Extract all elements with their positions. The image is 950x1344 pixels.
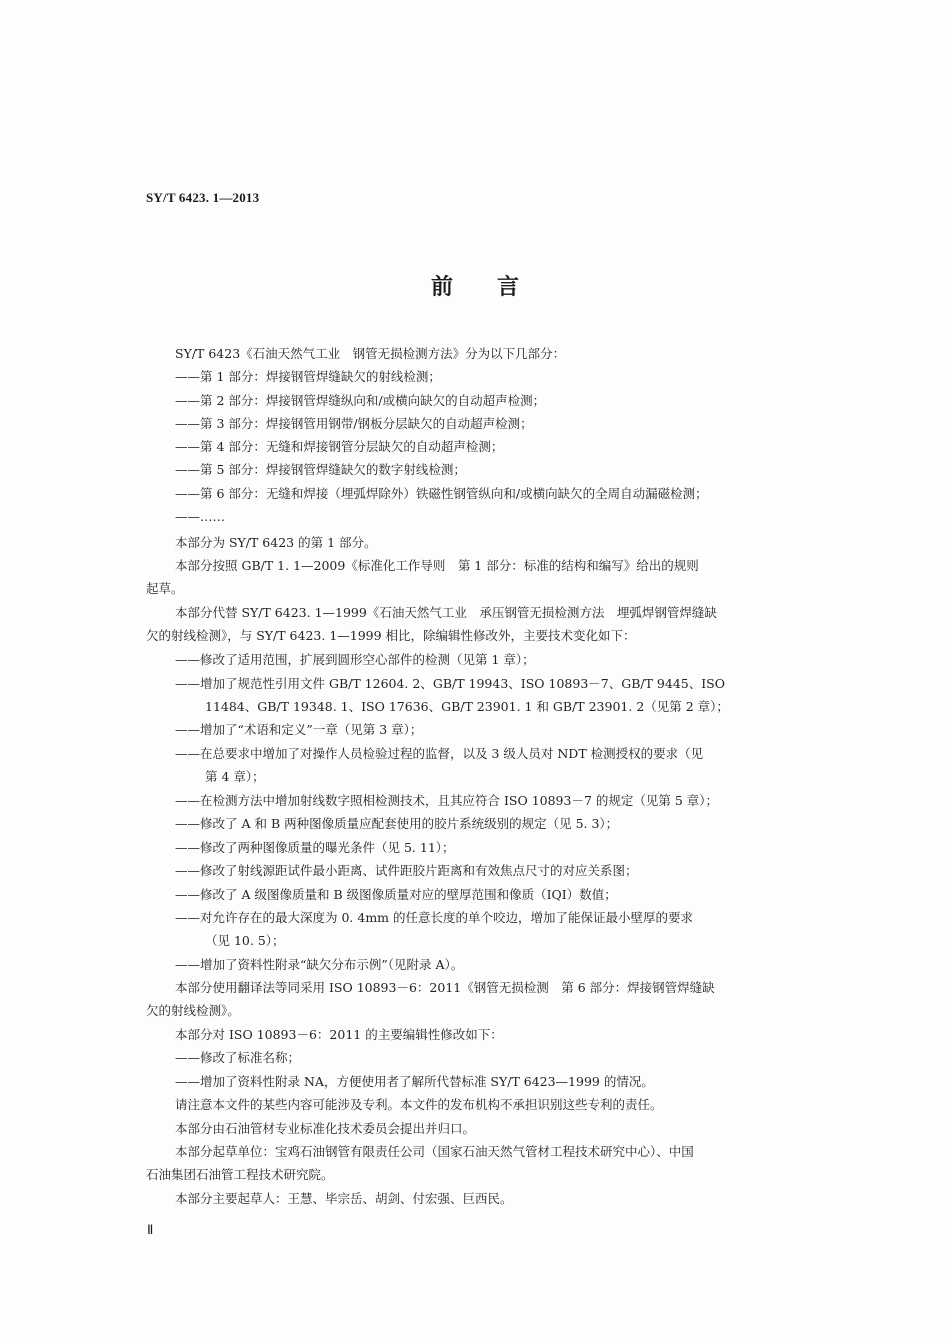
text-line: ——增加了规范性引用文件 GB/T 12604. 2、GB/T 19943、ISO 10893－7、GB/T 9445、ISO: [175, 676, 725, 691]
text-line: ——修改了标准名称；: [175, 1050, 301, 1065]
text-line: 本部分主要起草人：王慧、毕宗岳、胡剑、付宏强、巨西民。: [175, 1191, 513, 1206]
text-line: ——增加了“术语和定义”一章（见第 3 章）；: [175, 722, 423, 737]
text-line: 本部分按照 GB/T 1. 1—2009《标准化工作导则 第 1 部分：标准的结构和编写》给出的规则: [175, 558, 699, 573]
text-line: ——第 3 部分：焊接钢管用钢带/钢板分层缺欠的自动超声检测；: [175, 416, 533, 431]
text-line: 本部分由石油管材专业标准化技术委员会提出并归口。: [175, 1121, 476, 1136]
text-line: ——……: [175, 509, 225, 524]
text-line: 请注意本文件的某些内容可能涉及专利。本文件的发布机构不承担识别这些专利的责任。: [175, 1097, 663, 1112]
text-line: 本部分使用翻译法等同采用 ISO 10893－6：2011《钢管无损检测 第 6 部分：焊接钢管焊缝缺: [175, 980, 715, 995]
text-line: ——第 5 部分：焊接钢管焊缝缺欠的数字射线检测；: [175, 462, 466, 477]
text-line: 第 4 章）；: [205, 769, 265, 784]
text-line: ——修改了 A 和 B 两种图像质量应配套使用的胶片系统级别的规定（见 5. 3）；: [175, 816, 619, 831]
text-line: ——修改了射线源距试件最小距离、试件距胶片距离和有效焦点尺寸的对应关系图；: [175, 863, 638, 878]
text-line: 本部分为 SY/T 6423 的第 1 部分。: [175, 535, 377, 550]
text-line: ——第 2 部分：焊接钢管焊缝纵向和/或横向缺欠的自动超声检测；: [175, 393, 546, 408]
text-line: （见 10. 5）；: [205, 933, 285, 948]
standard-code: SY/T 6423. 1—2013: [146, 190, 260, 205]
text-line: ——增加了资料性附录 NA，方便使用者了解所代替标准 SY/T 6423—1999 的情况。: [175, 1074, 654, 1089]
text-line: ——增加了资料性附录“缺欠分布示例”（见附录 A）。: [175, 957, 464, 972]
text-line: ——修改了适用范围，扩展到圆形空心部件的检测（见第 1 章）；: [175, 652, 535, 667]
text-line: ——第 4 部分：无缝和焊接钢管分层缺欠的自动超声检测；: [175, 439, 504, 454]
page-title: 前言: [430, 274, 563, 300]
text-line: 本部分代替 SY/T 6423. 1—1999《石油天然气工业 承压钢管无损检测方法 埋弧焊钢管焊缝缺: [175, 605, 717, 620]
text-line: 本部分起草单位：宝鸡石油钢管有限责任公司（国家石油天然气管材工程技术研究中心）、中国: [175, 1144, 694, 1159]
text-line: SY/T 6423《石油天然气工业 钢管无损检测方法》分为以下几部分：: [175, 346, 566, 361]
text-line: 起草。: [146, 581, 184, 596]
text-line: ——在总要求中增加了对操作人员检验过程的监督，以及 3 级人员对 NDT 检测授权的要求（见: [175, 746, 704, 761]
text-line: ——修改了 A 级图像质量和 B 级图像质量对应的壁厚范围和像质（IQI）数值；: [175, 887, 617, 902]
text-line: 本部分对 ISO 10893－6：2011 的主要编辑性修改如下：: [175, 1027, 503, 1042]
text-line: 欠的射线检测》，与 SY/T 6423. 1—1999 相比，除编辑性修改外，主要技术变化如下：: [146, 628, 636, 643]
text-line: ——修改了两种图像质量的曝光条件（见 5. 11）；: [175, 840, 455, 855]
text-line: ——第 1 部分：焊接钢管焊缝缺欠的射线检测；: [175, 369, 441, 384]
text-line: ——对允许存在的最大深度为 0. 4mm 的任意长度的单个咬边，增加了能保证最小壁厚的要求: [175, 910, 694, 925]
text-line: 石油集团石油管工程技术研究院。: [146, 1167, 334, 1182]
text-line: ——第 6 部分：无缝和焊接（埋弧焊除外）铁磁性钢管纵向和/或横向缺欠的全周自动漏磁检测；: [175, 486, 708, 501]
text-line: 欠的射线检测》。: [146, 1003, 240, 1018]
text-line: ——在检测方法中增加射线数字照相检测技术，且其应符合 ISO 10893－7 的规定（见第 5 章）；: [175, 793, 719, 808]
text-line: 11484、GB/T 19348. 1、ISO 17636、GB/T 23901. 1 和 GB/T 23901. 2（见第 2 章）；: [205, 699, 729, 714]
page-number: Ⅱ: [147, 1222, 154, 1237]
